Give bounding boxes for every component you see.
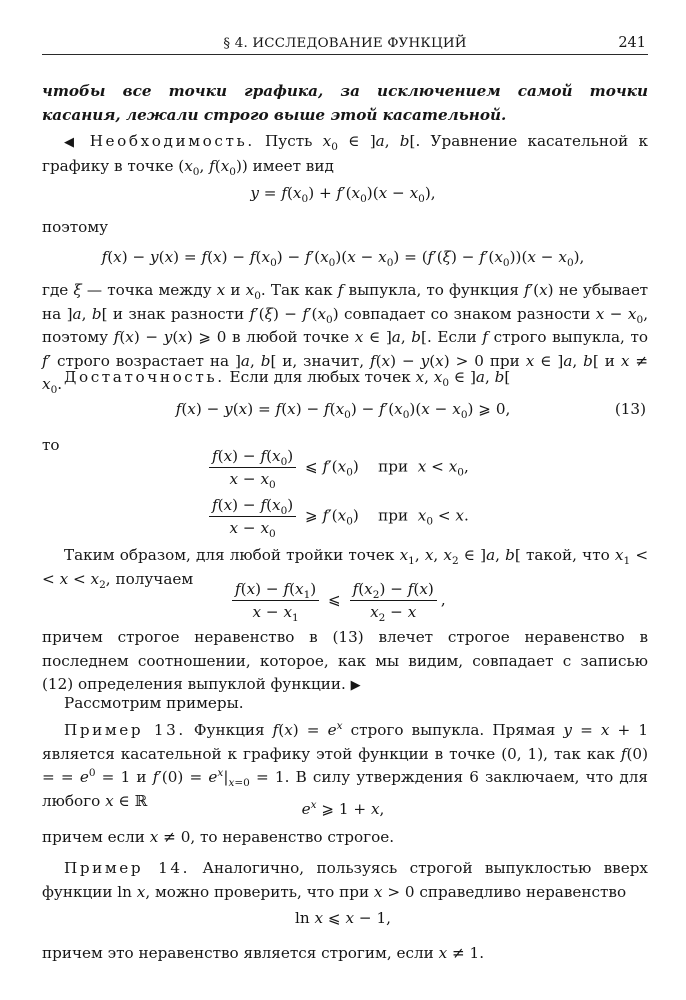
statement-tail: чтобы все точки графика, за исключением самой точки касания, лежали строго выше этой касательной.: [42, 82, 648, 124]
example-13-label: Пример 13.: [64, 721, 186, 739]
examples-intro: Рассмотрим примеры.: [64, 694, 244, 712]
example-13-tail: причем если x ≠ 0, то неравенство строгое.: [42, 828, 395, 846]
inequality-right: $\frac{f(x) - f(x_0)}{x - x_0}$ ⩾ $f'(x_0)$ при $x_0 < x$.: [205, 494, 469, 539]
example-14-tail: причем это неравенство является строгим, если x ≠ 1.: [42, 944, 485, 962]
strict-inequality-paragraph: причем строгое неравенство в (13) влечет строгое неравенство в последнем соотношении, которое, как мы видим, совпадает с записью (12) определения выпуклой функции. ▶: [42, 628, 648, 693]
equation-13: $f(x) - y(x) = f(x) - f(x_0) - f'(x_0)(x - x_0)$ ⩾ 0,: [175, 400, 511, 422]
difference-equation: $f(x) - y(x) = f(x) - f(x_0) - f'(x_0)(x - x_0) = (f'(\xi) - f'(x_0))(x - x_0)$,: [101, 248, 585, 270]
example-14: Пример 14. Аналогично, пользуясь строгой выпуклостью вверх функции ln x, можно проверить, что при x > 0 справедливо неравенство: [42, 859, 649, 901]
therefore-word: поэтому: [42, 218, 109, 236]
tangent-equation: $y = f(x_0) + f'(x_0)(x - x_0)$,: [250, 184, 436, 206]
sufficiency-paragraph: Достаточность. Если для любых точек x, $x_0$ ∈ ]a, b[: [64, 368, 511, 390]
then-word: то: [42, 436, 60, 454]
inequality-left: $\frac{f(x) - f(x_0)}{x - x_0}$ ⩽ $f'(x_0)$ при $x < x_0$,: [205, 445, 469, 490]
example-14-label: Пример 14.: [64, 859, 191, 877]
necessity-paragraph: ◀ Необходимость. Пусть $x_0$ ∈ ]a, b[. Уравнение касательной к графику в точке ($x_0$, $f(x_0)$) имеет вид: [42, 132, 649, 178]
sufficiency-heading: Достаточность.: [64, 368, 225, 386]
slope-inequality: $\frac{f(x) - f(x_1)}{x - x_1}$ ⩽ $\frac{f(x_2) - f(x)}{x_2 - x}$ ,: [228, 578, 446, 623]
proof-start-icon: ◀: [64, 135, 80, 150]
proof-end-icon: ▶: [350, 678, 361, 693]
necessity-heading: Необходимость.: [89, 132, 255, 150]
section-title: § 4. ИССЛЕДОВАНИЕ ФУНКЦИЙ: [223, 36, 467, 51]
page-number: 241: [618, 35, 646, 51]
example-13: Пример 13. Функция $f(x) = e^x$ строго выпукла. Прямая y = x + 1 является касательной к графику этой функции в точке (0, 1), так как f(0) = = $e^0 = 1$ и $f'(0) = e^x|_{x=0} = 1$. В силу утверждения 6 заключаем, что для любого x ∈ ℝ: [42, 719, 649, 810]
necessity-conclusion: где ξ — точка между x и $x_0$. Так как f выпукла, то функция f′(x) не убывает на ]a, b[ и знак разности $f'(\xi) - f'(x_0)$ совпадает со знаком разности $x - x_0$, поэтому f(x) − y(x) ⩾ 0 в любой точке x ∈ ]a, b[. Если f строго выпукла, то f′ строго возрастает на ]a, b[ и, значит, f(x) − y(x) > 0 при x ∈ ]a, b[ и $x \ne x_0$.: [42, 281, 649, 397]
running-header: [42, 28, 648, 55]
exp-inequality: $e^x$ ⩾ 1 + x,: [301, 798, 385, 818]
log-inequality: ln x ⩽ x − 1,: [295, 909, 391, 927]
equation-number-13: (13): [614, 400, 646, 418]
triple-points-paragraph: Таким образом, для любой тройки точек $x_1$, x, $x_2$ ∈ ]a, b[ такой, что $x_1$ < < $x < x_2$, получаем: [42, 546, 649, 591]
